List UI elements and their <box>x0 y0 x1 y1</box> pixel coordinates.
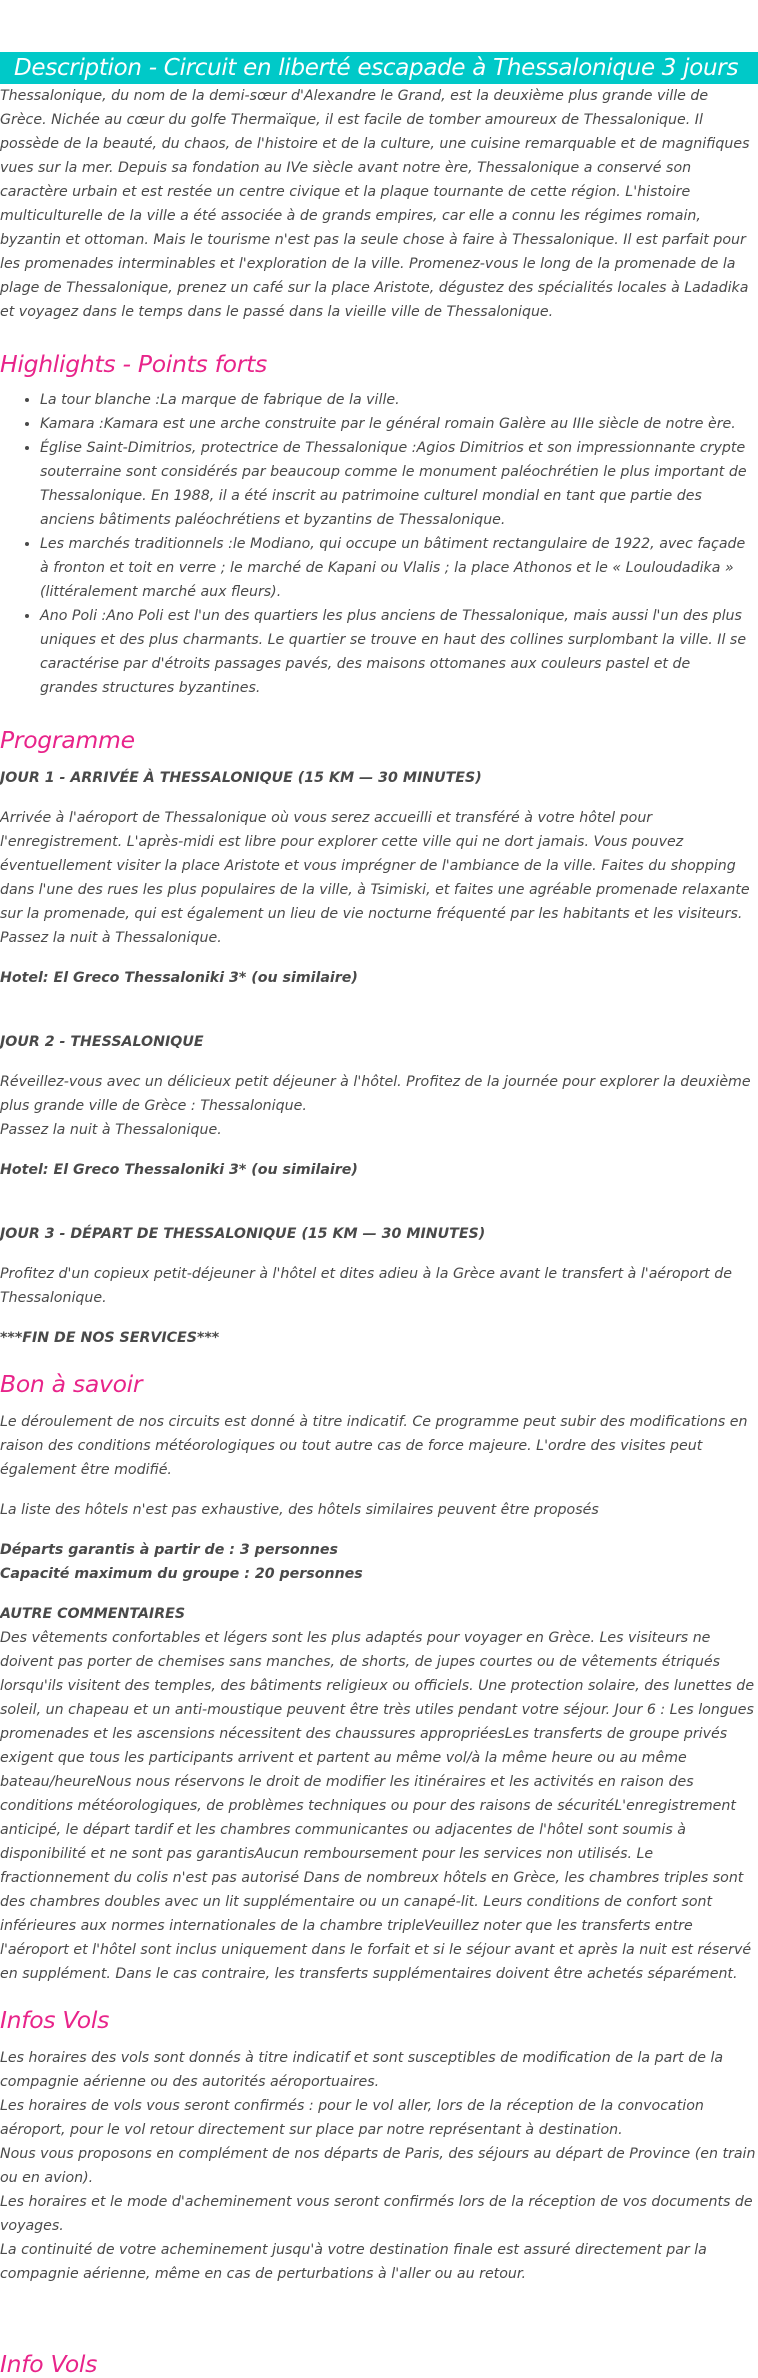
highlight-item: • Église Saint-Dimitrios, protectrice de Thessalonique :Agios Dimitrios et son impressionnante crypte souterraine sont considérés par beaucoup comme le monument paléochrétien le plus important de Thessalonique. En 1988, il a été inscrit au patrimoine culturel mondial en tant que partie des anciens bâtiments paléochrétiens et byzantins de Thessalonique. <box>40 436 758 532</box>
highlight-item: • Ano Poli :Ano Poli est l'un des quartiers les plus anciens de Thessalonique, mais aussi l'un des plus uniques et des plus charmants. Le quartier se trouve en haut des collines surplombant la ville. Il se caractérise par d'étroits passages pavés, des maisons ottomanes aux couleurs pastel et de grandes structures byzantines. <box>40 604 758 700</box>
end-of-services: ***FIN DE NOS SERVICES*** <box>0 1330 220 1346</box>
highlight-item: • Kamara :Kamara est une arche construite par le général romain Galère au IIIe siècle de notre ère. <box>40 412 758 436</box>
intro-paragraph: Thessalonique, du nom de la demi-sœur d'Alexandre le Grand, est la deuxième plus grande ville de Grèce. Nichée au cœur du golfe Thermaïque, il est facile de tomber amoureux de Thessalonique. Il possède de la beauté, du chaos, de l'histoire et de la culture, une cuisine remarquable et de magnifiques vues sur la mer. Depuis sa fondation au IVe siècle avant notre ère, Thessalonique a conservé son caractère urbain et est restée un centre civique et la plaque tournante de cette région. L'histoire multiculturelle de la ville a été associée à de grands empires, car elle a connu les régimes romain, byzantin et ottoman. Mais le tourisme n'est pas la seule chose à faire à Thessalonique. Il est parfait pour les promenades interminables et l'exploration de la ville. Promenez-vous le long de la promenade de la plage de Thessalonique, prenez un café sur la place Aristote, dégustez des spécialités locales à Ladadika et voyagez dans le temps dans le passé dans la vieille ville de Thessalonique. <box>0 88 750 320</box>
infos-vols-line: Nous vous proposons en complément de nos départs de Paris, des séjours au départ de Province (en train ou en avion). <box>0 2146 756 2186</box>
day-1-night: Passez la nuit à Thessalonique. <box>0 930 222 946</box>
infos-vols-line: Les horaires et le mode d'acheminement vous seront confirmés lors de la réception de vos documents de voyages. <box>0 2194 753 2234</box>
day-1-title: JOUR 1 - ARRIVÉE À THESSALONIQUE (15 KM — 30 MINUTES) <box>0 770 482 786</box>
info-vols-heading: Info Vols <box>0 2350 98 2378</box>
infos-vols-line: Les horaires de vols vous seront confirmés : pour le vol aller, lors de la réception de la convocation aéroport, pour le vol retour directement sur place par notre représentant à destination. <box>0 2098 704 2138</box>
infos-vols-line: Les horaires des vols sont donnés à titre indicatif et sont susceptibles de modification de la part de la compagnie aérienne ou des autorités aéroportuaires. <box>0 2050 724 2090</box>
group-capacity: Capacité maximum du groupe : 20 personnes <box>0 1566 363 1582</box>
hotels-note: La liste des hôtels n'est pas exhaustive, des hôtels similaires peuvent être proposés <box>0 1502 599 1518</box>
day-1-text: Arrivée à l'aéroport de Thessalonique où vous serez accueilli et transféré à votre hôtel pour l'enregistrement. L'après-midi est libre pour explorer cette ville qui ne dort jamais. Vous pouvez éventuellement visiter la place Aristote et vous imprégner de l'ambiance de la ville. Faites du shopping dans l'une des rues les plus populaires de la ville, à Tsimiski, et faites une agréable promenade relaxante sur la promenade, qui est également un lieu de vie nocturne fréquenté par les habitants et les visiteurs. <box>0 810 750 922</box>
day-2-text: Réveillez-vous avec un délicieux petit déjeuner à l'hôtel. Profitez de la journée pour explorer la deuxième plus grande ville de Grèce : Thessalonique. <box>0 1074 751 1114</box>
day-2-title: JOUR 2 - THESSALONIQUE <box>0 1034 204 1050</box>
disclaimer-paragraph: Le déroulement de nos circuits est donné à titre indicatif. Ce programme peut subir des modifications en raison des conditions météorologiques ou tout autre cas de force majeure. L'ordre des visites peut également être modifié. <box>0 1414 748 1478</box>
day-2-hotel: Hotel: El Greco Thessaloniki 3* (ou similaire) <box>0 1162 358 1178</box>
highlight-item: • Les marchés traditionnels :le Modiano, qui occupe un bâtiment rectangulaire de 1922, avec façade à fronton et toit en verre ; le marché de Kapani ou Vlalis ; la place Athonos et le « Louloudadika » (littéralement marché aux fleurs). <box>40 532 758 604</box>
departures-guaranteed: Départs garantis à partir de : 3 personnes <box>0 1542 338 1558</box>
highlights-list <box>0 388 758 700</box>
programme-heading: Programme <box>0 726 135 754</box>
comments-title: AUTRE COMMENTAIRES <box>0 1606 186 1622</box>
comments-text: Des vêtements confortables et légers sont les plus adaptés pour voyager en Grèce. Les visiteurs ne doivent pas porter de chemises sans manches, de shorts, de jupes courtes ou de vêtements étriqués lorsqu'ils visitent des temples, des bâtiments religieux ou officiels. Une protection solaire, des lunettes de soleil, un chapeau et un anti-moustique peuvent être très utiles pendant votre séjour. Jour 6 : Les longues promenades et les ascensions nécessitent des chaussures appropriéesLes transferts de groupe privés exigent que tous les participants arrivent et partent au même vol/à la même heure ou au même bateau/heureNous nous réservons le droit de modifier les itinéraires et les activités en raison des conditions météorologiques, de problèmes techniques ou pour des raisons de sécuritéL'enregistrement anticipé, le départ tardif et les chambres communicantes ou adjacentes de l'hôtel sont soumis à disponibilité et ne sont pas garantisAucun remboursement pour les services non utilisés. Le fractionnement du colis n'est pas autorisé Dans de nombreux hôtels en Grèce, les chambres triples sont des chambres doubles avec un lit supplémentaire ou un canapé-lit. Leurs conditions de confort sont inférieures aux normes internationales de la chambre tripleVeuillez noter que les transferts entre l'aéroport et l'hôtel sont inclus uniquement dans le forfait et si le séjour avant et après la nuit est réservé en supplément. Dans le cas contraire, les transferts supplémentaires doivent être achetés séparément. <box>0 1630 755 1982</box>
day-3-text: Profitez d'un copieux petit-déjeuner à l'hôtel et dites adieu à la Grèce avant le transfert à l'aéroport de Thessalonique. <box>0 1266 732 1306</box>
day-1-hotel: Hotel: El Greco Thessaloniki 3* (ou similaire) <box>0 970 358 986</box>
highlights-heading: Highlights - Points forts <box>0 350 267 378</box>
infos-vols-line: La continuité de votre acheminement jusqu'à votre destination finale est assuré directement par la compagnie aérienne, même en cas de perturbations à l'aller ou au retour. <box>0 2242 707 2282</box>
day-2-night: Passez la nuit à Thessalonique. <box>0 1122 222 1138</box>
infos-vols-block <box>0 2046 758 2286</box>
description-title: Description - Circuit en liberté escapade à Thessalonique 3 jours <box>14 55 739 81</box>
highlight-item: • La tour blanche :La marque de fabrique de la ville. <box>40 388 758 412</box>
page <box>0 52 758 2378</box>
description-banner <box>0 52 758 84</box>
day-3-title: JOUR 3 - DÉPART DE THESSALONIQUE (15 KM — 30 MINUTES) <box>0 1226 486 1242</box>
bon-a-savoir-heading: Bon à savoir <box>0 1370 143 1398</box>
infos-vols-heading: Infos Vols <box>0 2006 110 2034</box>
